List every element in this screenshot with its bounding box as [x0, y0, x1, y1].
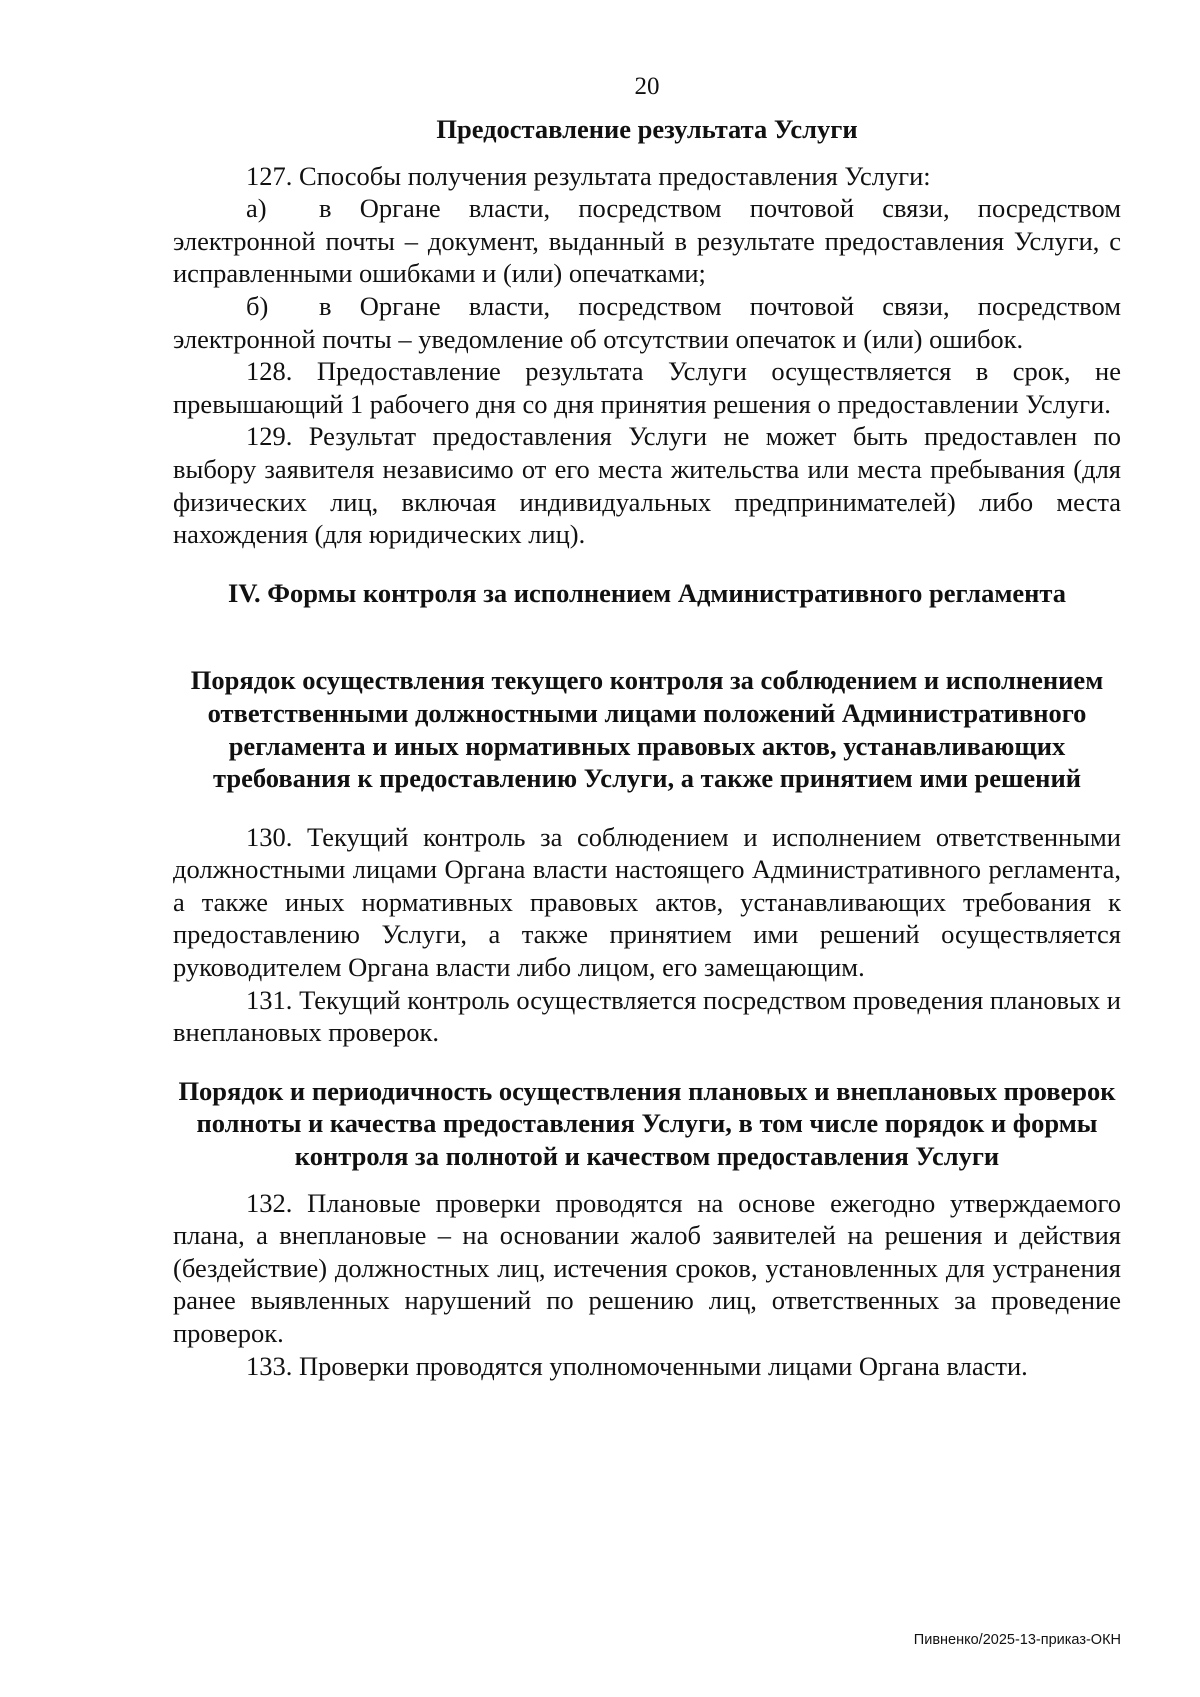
paragraph-127b-text: в Органе власти, посредством почтовой связи, посредством электронной почты – уведомление об отсутствии опечаток и (или) ошибок. — [173, 290, 1121, 354]
document-footer-code: Пивненко/2025-13-приказ-ОКН — [913, 1632, 1121, 1648]
spacer — [173, 1173, 1121, 1187]
document-body — [173, 113, 1121, 1382]
spacer — [173, 609, 1121, 664]
paragraph-127b — [173, 290, 1121, 355]
paragraph-127a-text: в Органе власти, посредством почтовой связи, посредством электронной почты – документ, выданный в результате предоставления Услуги, с исправленными ошибками и (или) опечатками; — [173, 193, 1121, 289]
spacer — [173, 795, 1121, 821]
list-marker-a: а) — [246, 193, 267, 224]
page-number: 20 — [634, 73, 660, 100]
paragraph-130: 130. Текущий контроль за соблюдением и исполнением ответственными должностными лицами Органа власти настоящего Административного регламента, а также иных нормативных правовых актов, устанавливающих требования к предоставлению Услуги, а также принятием ими решений осуществляется руководителем Органа власти либо лицом, его замещающим. — [173, 821, 1121, 983]
section-heading-inspections: Порядок и периодичность осуществления плановых и внеплановых проверок полноты и качества предоставления Услуги, в том числе порядок и формы контроля за полнотой и качеством предоставления Услуги — [178, 1075, 1116, 1172]
paragraph-133: 133. Проверки проводятся уполномоченными лицами Органа власти. — [246, 1350, 1028, 1381]
spacer — [173, 551, 1121, 577]
paragraph-131: 131. Текущий контроль осуществляется посредством проведения плановых и внеплановых проверок. — [173, 984, 1121, 1048]
spacer — [173, 146, 1121, 160]
paragraph-129: 129. Результат предоставления Услуги не может быть предоставлен по выбору заявителя независимо от его места жительства или места пребывания (для физических лиц, включая индивидуальных предпринимателей) либо места нахождения (для юридических лиц). — [173, 421, 1121, 550]
paragraph-127a — [173, 192, 1121, 290]
paragraph-127: 127. Способы получения результата предоставления Услуги: — [246, 160, 931, 191]
chapter-heading-iv: IV. Формы контроля за исполнением Административного регламента — [228, 577, 1066, 608]
list-marker-b: б) — [246, 290, 269, 321]
spacer — [173, 1049, 1121, 1075]
paragraph-128: 128. Предоставление результата Услуги осуществляется в срок, не превышающий 1 рабочего дня со дня принятия решения о предоставлении Услуги. — [173, 356, 1121, 419]
section-heading-result: Предоставление результата Услуги — [436, 114, 858, 144]
paragraph-132: 132. Плановые проверки проводятся на основе ежегодно утверждаемого плана, а внеплановые – на основании жалоб заявителей на решения и действия (бездействие) должностных лиц, истечения сроков, установленных для устранения ранее выявленных нарушений по решению лиц, ответственных за проведение проверок. — [173, 1187, 1121, 1348]
section-heading-current-control: Порядок осуществления текущего контроля за соблюдением и исполнением ответственными должностными лицами положений Административного регламента и иных нормативных правовых актов, устанавливающих требования к предоставлению Услуги, а также принятием ими решений — [190, 665, 1104, 794]
